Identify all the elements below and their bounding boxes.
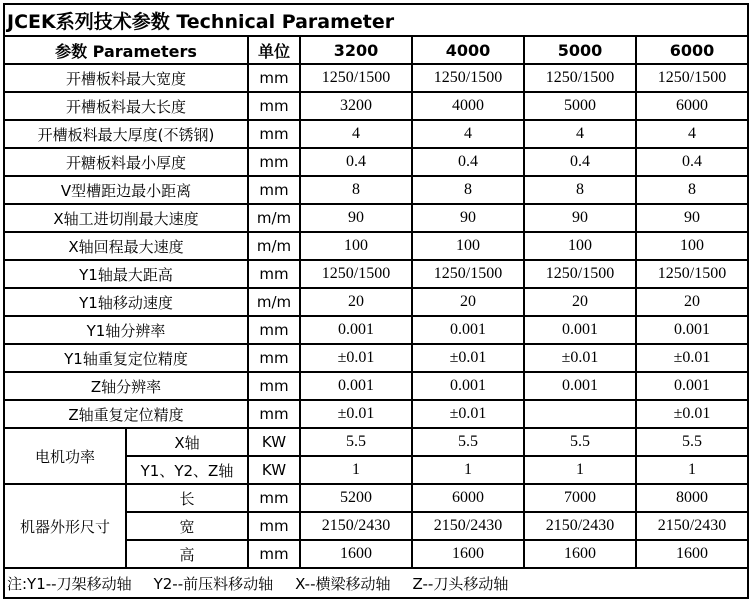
value-cell: 100 [636,232,748,260]
value-cell: 90 [524,204,636,232]
value-cell: 4 [412,120,524,148]
value-cell: 5.5 [412,428,524,456]
value-cell: ±0.01 [636,400,748,428]
table-row [4,92,748,120]
value-cell: 5.5 [636,428,748,456]
sub-label: 长 [126,484,248,512]
table-row [4,204,748,232]
value-cell: ±0.01 [524,344,636,372]
value-cell: 4 [636,120,748,148]
value-cell: 1600 [636,540,748,568]
sub-label: Y1、Y2、Z轴 [126,456,248,484]
table-row [4,176,748,204]
value-cell: 90 [636,204,748,232]
value-cell: 8 [412,176,524,204]
table-row [4,120,748,148]
note-item: Y2--前压料移动轴 [153,574,274,593]
unit-cell: mm [248,260,300,288]
param-label: 开槽板料最大长度 [4,92,248,120]
unit-cell: mm [248,64,300,92]
note-cell [4,568,748,598]
value-cell: 1600 [524,540,636,568]
unit-cell: mm [248,512,300,540]
param-label: X轴回程最大速度 [4,232,248,260]
value-cell: ±0.01 [412,344,524,372]
group-label: 电机功率 [4,428,126,484]
value-cell: 0.4 [412,148,524,176]
note-row [4,568,748,598]
table-row [4,316,748,344]
value-cell: 0.001 [524,316,636,344]
param-label: 开槽板料最大宽度 [4,64,248,92]
unit-cell: m/m [248,232,300,260]
value-cell: 1 [300,456,412,484]
value-cell: 8000 [636,484,748,512]
value-cell: 0.4 [524,148,636,176]
value-cell: 4000 [412,92,524,120]
value-cell: 2150/2430 [300,512,412,540]
param-label: Z轴重复定位精度 [4,400,248,428]
value-cell: 1600 [412,540,524,568]
table-row [4,372,748,400]
value-cell: 0.4 [300,148,412,176]
value-cell: 6000 [412,484,524,512]
note-item: X--横梁移动轴 [295,574,391,593]
sub-label: 宽 [126,512,248,540]
value-cell: 90 [412,204,524,232]
header-unit: 单位 [248,36,300,64]
param-label: Y1轴最大距高 [4,260,248,288]
value-cell: 0.4 [636,148,748,176]
value-cell: 20 [412,288,524,316]
value-cell: 100 [300,232,412,260]
value-cell: 0.001 [412,316,524,344]
unit-cell: mm [248,484,300,512]
note-item: 注:Y1--刀架移动轴 [7,574,132,593]
value-cell: ±0.01 [412,400,524,428]
value-cell: ±0.01 [300,400,412,428]
unit-cell: m/m [248,204,300,232]
table-row [4,428,748,456]
param-label: 开槽板料最大厚度(不锈钢) [4,120,248,148]
table-row [4,484,748,512]
value-cell: 1250/1500 [636,260,748,288]
value-cell: 1250/1500 [300,64,412,92]
unit-cell: mm [248,148,300,176]
table-row [4,344,748,372]
value-cell: 100 [524,232,636,260]
value-cell: 100 [412,232,524,260]
value-cell: 0.001 [636,316,748,344]
value-cell [524,400,636,428]
unit-cell: mm [248,372,300,400]
value-cell: 0.001 [524,372,636,400]
value-cell: 1250/1500 [636,64,748,92]
header-row [4,36,748,64]
param-label: X轴工进切削最大速度 [4,204,248,232]
value-cell: 90 [300,204,412,232]
unit-cell: mm [248,92,300,120]
unit-cell: mm [248,120,300,148]
unit-cell: mm [248,540,300,568]
value-cell: 4 [524,120,636,148]
value-cell: 8 [300,176,412,204]
value-cell: 1250/1500 [412,260,524,288]
table-row [4,400,748,428]
value-cell: 2150/2430 [636,512,748,540]
param-label: Y1轴移动速度 [4,288,248,316]
table-row [4,260,748,288]
value-cell: 1250/1500 [524,64,636,92]
value-cell: 8 [524,176,636,204]
value-cell: 5200 [300,484,412,512]
value-cell: 1250/1500 [412,64,524,92]
param-label: Y1轴重复定位精度 [4,344,248,372]
value-cell: 1600 [300,540,412,568]
value-cell: 8 [636,176,748,204]
value-cell: 0.001 [300,316,412,344]
group-label: 机器外形尺寸 [4,484,126,568]
value-cell: 6000 [636,92,748,120]
header-model: 5000 [524,36,636,64]
table-row [4,232,748,260]
value-cell: 4 [300,120,412,148]
param-label: 开糖板料最小厚度 [4,148,248,176]
value-cell: 20 [636,288,748,316]
unit-cell: KW [248,456,300,484]
value-cell: ±0.01 [300,344,412,372]
param-label: Y1轴分辨率 [4,316,248,344]
parameter-table [3,3,749,599]
value-cell: 2150/2430 [524,512,636,540]
value-cell: 3200 [300,92,412,120]
table-title: JCEK系列技术参数 Technical Parameter [4,4,748,36]
param-label: Z轴分辨率 [4,372,248,400]
table-row [4,148,748,176]
value-cell: 0.001 [412,372,524,400]
value-cell: 0.001 [300,372,412,400]
value-cell: 5000 [524,92,636,120]
value-cell: 1 [412,456,524,484]
header-model: 6000 [636,36,748,64]
unit-cell: mm [248,316,300,344]
value-cell: 1 [636,456,748,484]
unit-cell: mm [248,176,300,204]
value-cell: 1250/1500 [300,260,412,288]
value-cell: 2150/2430 [412,512,524,540]
param-label: V型槽距边最小距离 [4,176,248,204]
value-cell: 1250/1500 [524,260,636,288]
note-item: Z--刀头移动轴 [412,574,509,593]
unit-cell: KW [248,428,300,456]
table-row [4,64,748,92]
header-model: 4000 [412,36,524,64]
value-cell: 20 [524,288,636,316]
unit-cell: mm [248,400,300,428]
value-cell: 0.001 [636,372,748,400]
header-model: 3200 [300,36,412,64]
value-cell: 5.5 [524,428,636,456]
value-cell: ±0.01 [636,344,748,372]
unit-cell: mm [248,344,300,372]
value-cell: 7000 [524,484,636,512]
value-cell: 20 [300,288,412,316]
header-param: 参数 Parameters [4,36,248,64]
sub-label: 高 [126,540,248,568]
table-row [4,288,748,316]
sub-label: X轴 [126,428,248,456]
value-cell: 1 [524,456,636,484]
value-cell: 5.5 [300,428,412,456]
unit-cell: m/m [248,288,300,316]
